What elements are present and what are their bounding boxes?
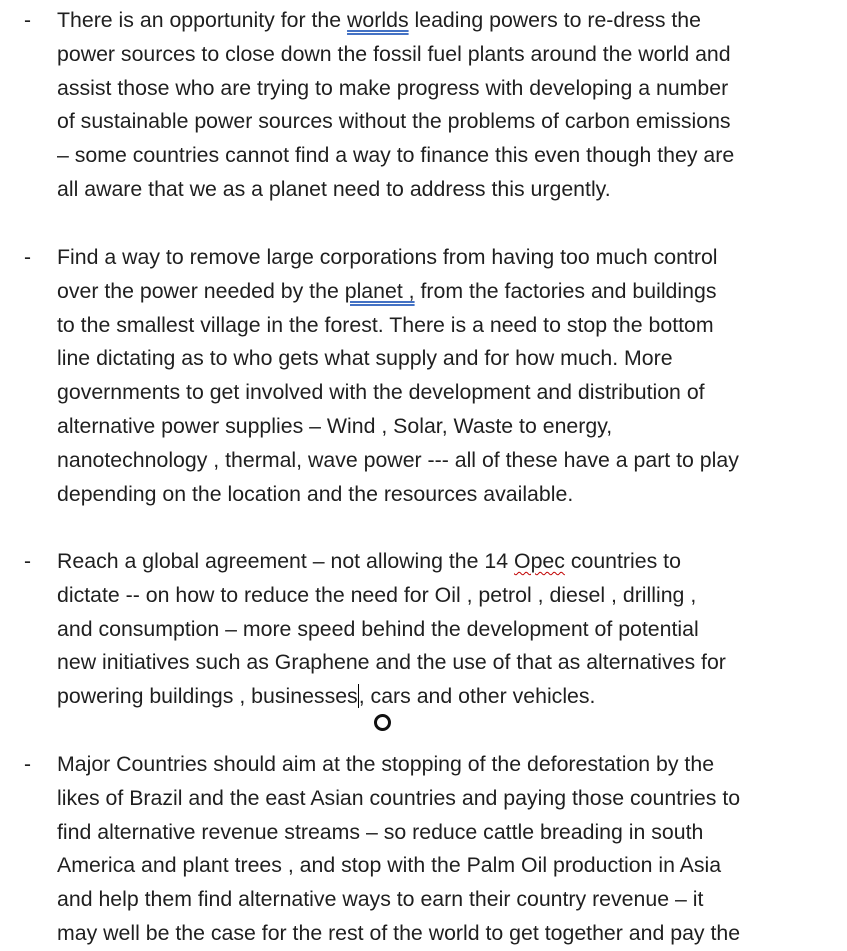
text-run: powering buildings , businesses xyxy=(57,684,358,709)
paragraph-line[interactable] xyxy=(57,579,696,613)
paragraph-line[interactable] xyxy=(57,410,612,444)
paragraph-line[interactable] xyxy=(57,849,721,883)
text-run: Major Countries should aim at the stopping of the deforestation by the xyxy=(57,752,715,776)
text-run: Find a way to remove large corporations from having too much control xyxy=(57,245,718,269)
bullet-dash: - xyxy=(24,550,31,573)
paragraph-line[interactable] xyxy=(57,748,714,782)
paragraph-line[interactable] xyxy=(57,680,595,714)
mouse-pointer-icon xyxy=(374,714,391,731)
grammar-flag-word[interactable]: planet , xyxy=(344,278,415,303)
text-run: likes of Brazil and the east Asian countries and paying those countries to xyxy=(57,785,741,810)
paragraph-line[interactable] xyxy=(57,782,740,816)
text-run: nanotechnology , thermal, wave power --- all of these have a part to play xyxy=(57,447,739,472)
paragraph-line[interactable] xyxy=(57,816,703,850)
paragraph-line[interactable] xyxy=(57,38,731,72)
text-run: – some countries cannot find a way to finance this even though they are xyxy=(57,143,735,168)
paragraph-line[interactable] xyxy=(57,478,573,512)
text-run: to the smallest village in the forest. There is a need to stop the bottom xyxy=(57,312,714,337)
bullet-dash: - xyxy=(24,246,31,269)
text-run: of sustainable power sources without the problems of carbon emissions xyxy=(57,109,731,134)
text-run: governments to get involved with the development and distribution of xyxy=(57,380,705,405)
paragraph-line[interactable] xyxy=(57,376,705,410)
text-run: new initiatives such as Graphene and the use of that as alternatives for xyxy=(57,650,726,675)
paragraph-line[interactable] xyxy=(57,444,739,478)
text-run: dictate -- on how to reduce the need for Oil , petrol , diesel , drilling , xyxy=(57,582,697,607)
text-run: line dictating as to who gets what supply and for how much. More xyxy=(57,346,673,371)
text-run: over the power needed by the xyxy=(57,278,345,303)
text-run: , cars and other vehicles. xyxy=(358,684,596,709)
text-run: and consumption – more speed behind the development of potential xyxy=(57,616,699,641)
text-run: America and plant trees , and stop with the Palm Oil production in Asia xyxy=(57,853,722,878)
text-run: all aware that we as a planet need to address this urgently. xyxy=(57,177,611,201)
paragraph-line[interactable] xyxy=(57,613,699,647)
paragraph-line[interactable] xyxy=(57,139,734,173)
paragraph-line[interactable] xyxy=(57,545,681,579)
text-run: depending on the location and the resources available. xyxy=(57,481,574,506)
text-run: power sources to close down the fossil fuel plants around the world and xyxy=(57,41,731,66)
bullet-dash: - xyxy=(24,9,31,32)
grammar-flag-word[interactable]: worlds xyxy=(347,8,409,32)
text-run: Reach a global agreement – not allowing the 14 xyxy=(57,549,515,573)
paragraph-line[interactable] xyxy=(57,342,673,376)
text-run: There is an opportunity for the xyxy=(57,8,348,32)
text-run: alternative power supplies – Wind , Solar, Waste to energy, xyxy=(57,414,613,438)
text-run: countries to xyxy=(564,549,681,573)
paragraph-line[interactable] xyxy=(57,173,611,207)
paragraph-line[interactable] xyxy=(57,917,740,951)
bullet-dash: - xyxy=(24,753,31,776)
paragraph-line[interactable] xyxy=(57,275,716,309)
spelling-error-word[interactable]: Opec xyxy=(514,549,565,573)
paragraph-line[interactable] xyxy=(57,883,703,917)
text-run: from the factories and buildings xyxy=(414,278,717,303)
text-run: assist those who are trying to make progress with developing a number xyxy=(57,75,729,100)
paragraph-line[interactable] xyxy=(57,241,718,275)
text-run: find alternative revenue streams – so reduce cattle breading in south xyxy=(57,819,704,844)
paragraph-line[interactable] xyxy=(57,4,701,38)
paragraph-line[interactable] xyxy=(57,309,714,343)
paragraph-line[interactable] xyxy=(57,72,728,106)
paragraph-line[interactable] xyxy=(57,105,731,139)
text-run: and help them find alternative ways to earn their country revenue – it xyxy=(57,887,704,912)
paragraph-line[interactable] xyxy=(57,646,726,680)
text-run: may well be the case for the rest of the world to get together and pay the xyxy=(57,921,741,945)
text-run: leading powers to re-dress the xyxy=(408,8,701,32)
